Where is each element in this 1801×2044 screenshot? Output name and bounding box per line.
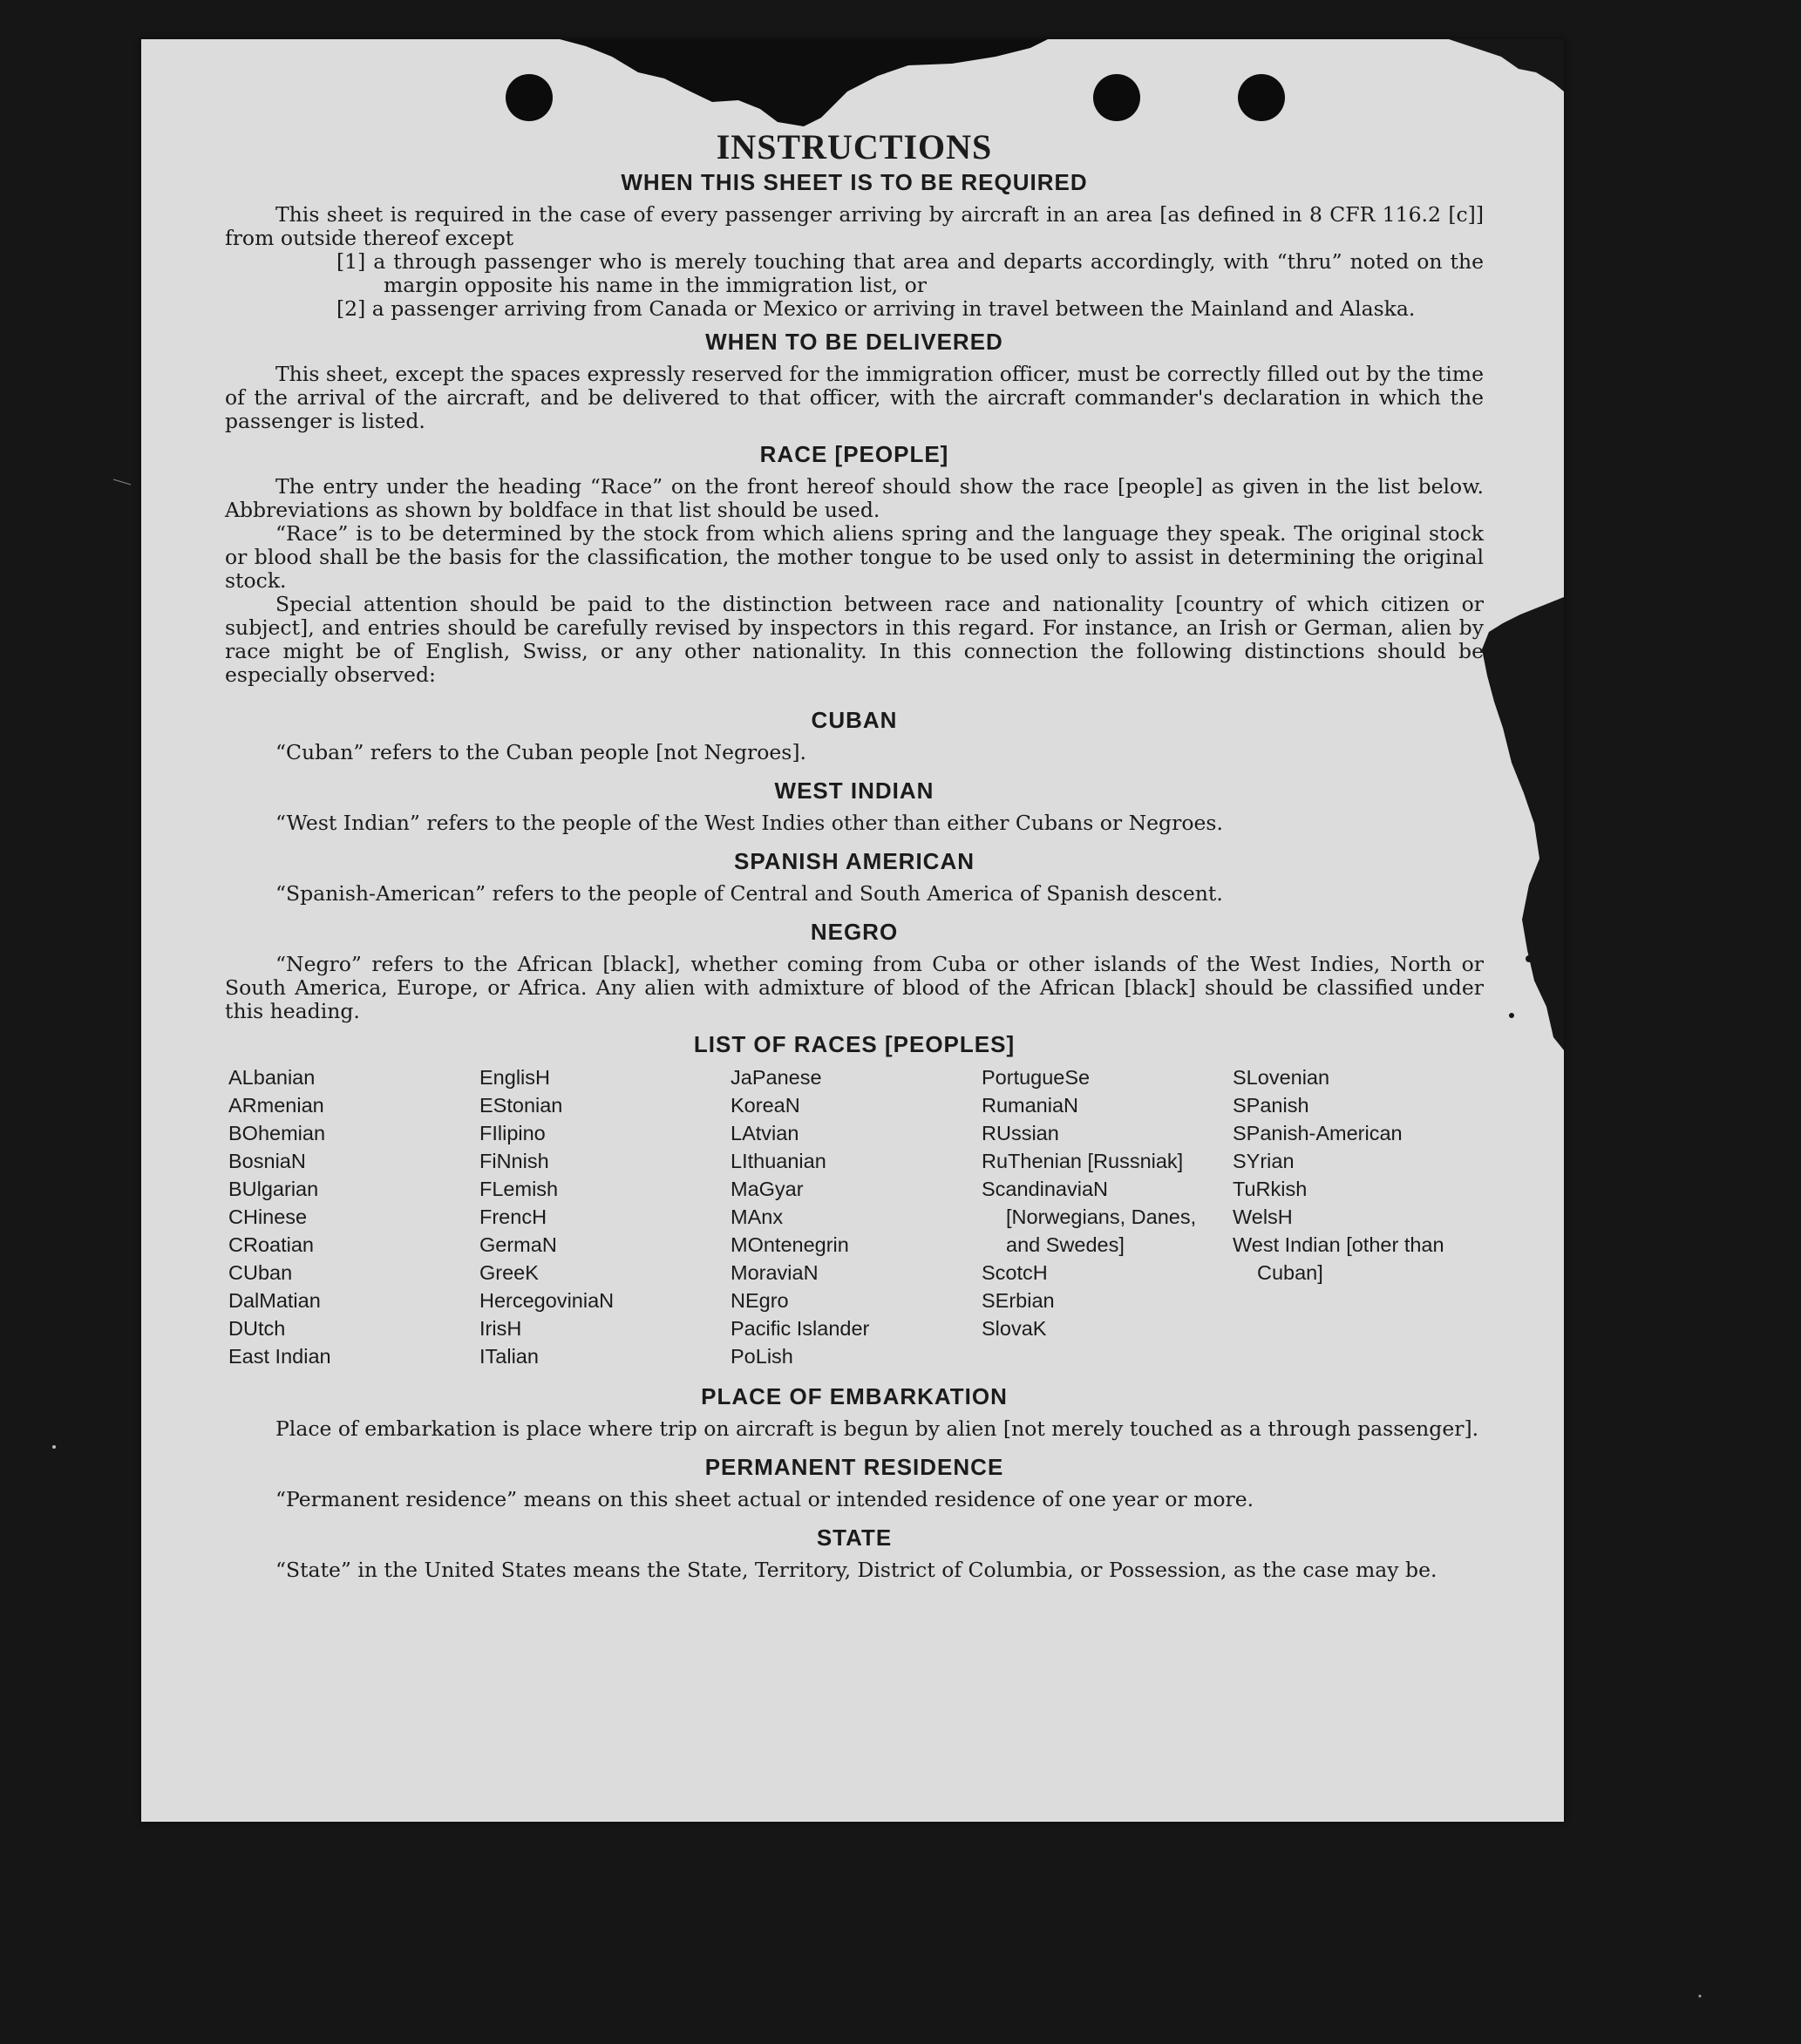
paragraph-embarkation: Place of embarkation is place where trip on aircraft is begun by alien [not merely touched as a through passenger]. [275, 1416, 1479, 1441]
race-entry: RuThenian [Russniak] [982, 1150, 1184, 1172]
paragraph-race-3: Special attention should be paid to the distinction between race and nationality [country of which citizen or subject], and entries should be carefully revised by inspectors in this regard. For instance, an Irish or German, alien by race might be of English, Swiss, or any other nationality. In this connection the following distinctions should be especially observed: [225, 592, 1484, 687]
torn-edge-right [1477, 597, 1564, 1050]
race-entry: FiNnish [479, 1150, 549, 1172]
paragraph-west-indian: “West Indian” refers to the people of the West Indies other than either Cubans or Negroes. [275, 811, 1223, 835]
race-column-5 [1233, 1063, 1484, 1370]
torn-edge-top-right [1431, 39, 1564, 118]
race-entry: SPanish [1233, 1094, 1309, 1117]
race-entry: SYrian [1233, 1150, 1295, 1172]
exception-item-2: [2] a passenger arriving from Canada or Mexico or arriving in travel between the Mainland and Alaska. [336, 296, 1416, 321]
race-entry: ScotcH [982, 1261, 1048, 1284]
heading-cuban: CUBAN [811, 707, 898, 733]
paragraph-cuban: “Cuban” refers to the Cuban people [not Negroes]. [275, 740, 807, 764]
heading-race: RACE [PEOPLE] [759, 441, 949, 467]
race-entry: FIlipino [479, 1122, 546, 1144]
race-entry: West Indian [other than Cuban] [1233, 1233, 1444, 1284]
race-column-3 [731, 1063, 982, 1370]
race-entry: MAnx [731, 1205, 784, 1228]
race-entry: East Indian [228, 1345, 331, 1368]
race-entry: ScandinaviaN [Norwegians, Danes, and Swedes] [982, 1178, 1197, 1256]
heading-list-of-races: LIST OF RACES [PEOPLES] [693, 1031, 1016, 1057]
heading-negro: NEGRO [810, 919, 899, 945]
race-entry: ARmenian [228, 1094, 324, 1117]
race-entry: NEgro [731, 1289, 789, 1312]
race-entry: SErbian [982, 1289, 1055, 1312]
paragraph-state: “State” in the United States means the State, Territory, District of Columbia, or Possession, as the case may be. [275, 1558, 1437, 1582]
punch-hole [1093, 74, 1140, 121]
race-entry: DalMatian [228, 1289, 321, 1312]
race-entry: Pacific Islander [731, 1317, 870, 1340]
race-entry: ALbanian [228, 1066, 316, 1089]
paragraph-when-required: This sheet is required in the case of every passenger arriving by aircraft in an area [as defined in 8 CFR 116.2 [c]] from outside thereof except [225, 202, 1484, 250]
race-entry: BUlgarian [228, 1178, 319, 1200]
race-list [225, 1063, 1484, 1370]
race-entry: PortugueSe [982, 1066, 1091, 1089]
paragraph-race-2: “Race” is to be determined by the stock from which aliens spring and the language they speak. The original stock or blood shall be the basis for the classification, the mother tongue to be used only to assist in determining the original stock. [225, 521, 1484, 593]
document-page [141, 39, 1564, 1822]
exception-item-1: [1] a through passenger who is merely touching that area and departs accordingly, with “thru” noted on the margin opposite his name in the immigration list, or [336, 249, 1484, 297]
race-entry: WelsH [1233, 1205, 1293, 1228]
race-entry: ITalian [479, 1345, 539, 1368]
heading-west-indian: WEST INDIAN [774, 778, 934, 804]
race-entry: FrencH [479, 1205, 547, 1228]
paragraph-when-delivered: This sheet, except the spaces expressly reserved for the immigration officer, must be correctly filled out by the time of the arrival of the aircraft, and be delivered to that officer, with the aircraft commander's declaration in which the passenger is listed. [225, 362, 1484, 433]
heading-spanish-american: SPANISH AMERICAN [733, 848, 975, 874]
paragraph-race-1: The entry under the heading “Race” on the front hereof should show the race [people] as given in the list below. Abbreviations as shown by boldface in that list should be used. [225, 474, 1484, 522]
heading-permanent-residence: PERMANENT RESIDENCE [704, 1454, 1004, 1480]
punch-hole [506, 74, 553, 121]
race-entry: PoLish [731, 1345, 793, 1368]
race-entry: CRoatian [228, 1233, 314, 1256]
torn-edge-top [560, 39, 1048, 135]
race-entry: RUssian [982, 1122, 1059, 1144]
race-entry: SLovenian [1233, 1066, 1330, 1089]
heading-when-delivered: WHEN TO BE DELIVERED [705, 329, 1003, 355]
heading-embarkation: PLACE OF EMBARKATION [701, 1383, 1008, 1409]
race-entry: KoreaN [731, 1094, 800, 1117]
race-entry: CHinese [228, 1205, 308, 1228]
race-entry: TuRkish [1233, 1178, 1308, 1200]
race-entry: GermaN [479, 1233, 557, 1256]
race-column-2 [479, 1063, 731, 1370]
race-entry: JaPanese [731, 1066, 822, 1089]
race-entry: LIthuanian [731, 1150, 826, 1172]
race-entry: FLemish [479, 1178, 559, 1200]
race-entry: IrisH [479, 1317, 522, 1340]
race-entry: SlovaK [982, 1317, 1047, 1340]
race-entry: EnglisH [479, 1066, 550, 1089]
race-entry: EStonian [479, 1094, 563, 1117]
paragraph-negro: “Negro” refers to the African [black], whether coming from Cuba or other islands of the West Indies, North or South America, Europe, or Africa. Any alien with admixture of blood of the African [black] should be classified under this heading. [225, 952, 1484, 1023]
paragraph-permanent-residence: “Permanent residence” means on this sheet actual or intended residence of one year or more. [275, 1487, 1254, 1511]
race-column-1 [228, 1063, 479, 1370]
race-entry: GreeK [479, 1261, 539, 1284]
race-entry: DUtch [228, 1317, 286, 1340]
page-title: INSTRUCTIONS [716, 127, 993, 166]
race-entry: RumaniaN [982, 1094, 1079, 1117]
race-column-4 [982, 1063, 1233, 1370]
race-entry: CUban [228, 1261, 293, 1284]
race-entry: MOntenegrin [731, 1233, 849, 1256]
paragraph-spanish-american: “Spanish-American” refers to the people of Central and South America of Spanish descent. [275, 881, 1223, 906]
race-entry: HercegoviniaN [479, 1289, 615, 1312]
race-entry: SPanish-American [1233, 1122, 1403, 1144]
race-entry: LAtvian [731, 1122, 799, 1144]
heading-when-required: WHEN THIS SHEET IS TO BE REQUIRED [621, 169, 1088, 195]
heading-state: STATE [816, 1525, 893, 1551]
race-entry: BosniaN [228, 1150, 306, 1172]
instructions-body [225, 126, 1484, 1582]
race-entry: MoraviaN [731, 1261, 819, 1284]
race-entry: MaGyar [731, 1178, 804, 1200]
race-entry: BOhemian [228, 1122, 326, 1144]
punch-hole [1238, 74, 1285, 121]
